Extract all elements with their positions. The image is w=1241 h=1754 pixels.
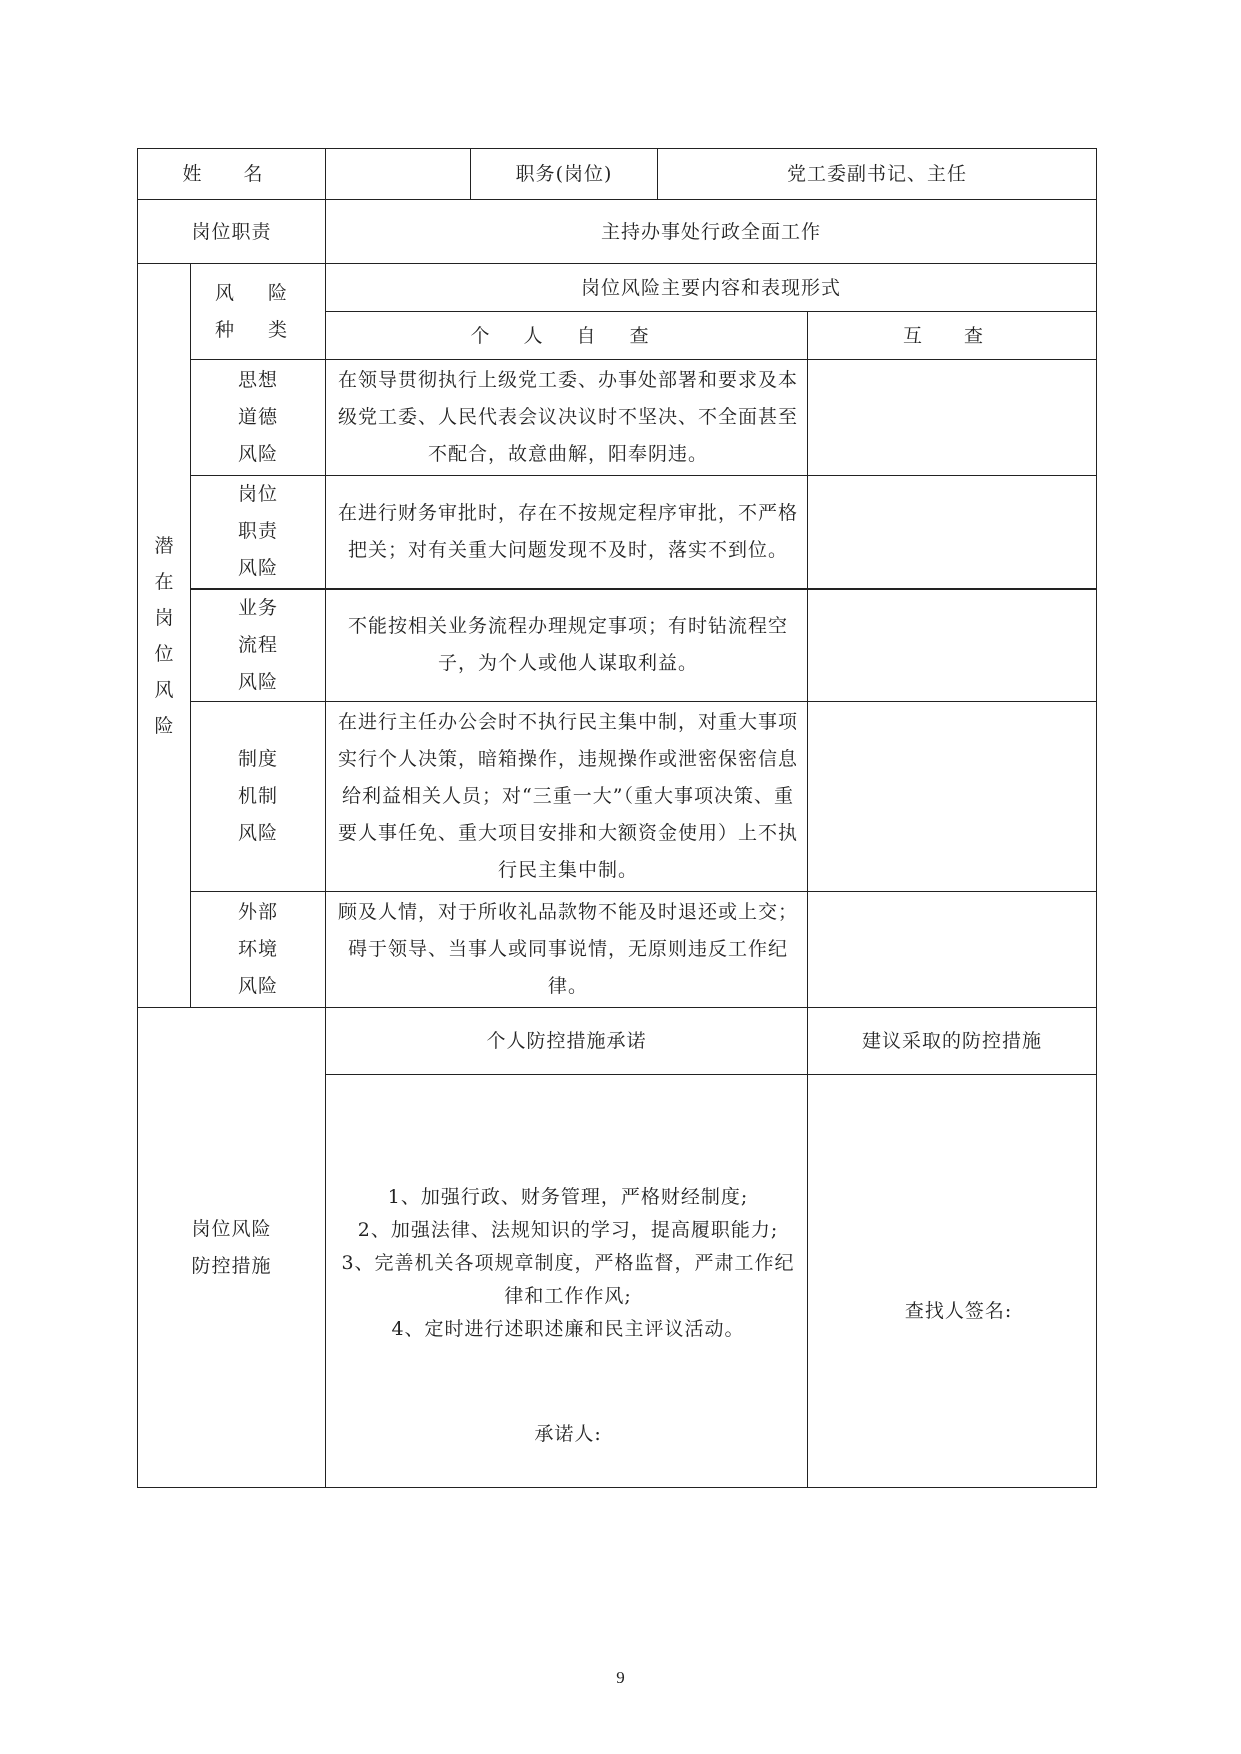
measures-label: 岗位风险 防控措施: [138, 1008, 326, 1488]
risk-type: 思想 道德 风险: [191, 360, 326, 476]
measures-list: [337, 1181, 799, 1346]
duty-row: [138, 200, 1097, 264]
risk-row: [138, 589, 1097, 702]
duty-label: 岗位职责: [138, 200, 326, 264]
risk-type: 制度 机制 风险: [191, 702, 326, 892]
risk-side-label: [138, 264, 191, 1008]
suggested-measures: [808, 1075, 1097, 1488]
name-value: [326, 149, 471, 200]
position-value: 党工委副书记、主任: [658, 149, 1097, 200]
self-check-text: 顾及人情，对于所收礼品款物不能及时退还或上交；碍于领导、当事人或同事说情，无原则违反工作纪律。: [326, 892, 808, 1008]
risk-type: 岗位 职责 风险: [191, 476, 326, 589]
mutual-check-cell: [808, 702, 1097, 892]
promiser-label: 承诺人:: [534, 1423, 602, 1445]
measures-header-row: [138, 1008, 1097, 1075]
risk-row: [138, 892, 1097, 1008]
risk-header-row: [138, 264, 1097, 312]
mutual-check-cell: [808, 589, 1097, 702]
mutual-check-cell: [808, 360, 1097, 476]
duty-value: 主持办事处行政全面工作: [326, 200, 1097, 264]
risk-form-table: [137, 148, 1097, 1488]
risk-row: [138, 476, 1097, 589]
self-check-header: 个 人 自 查: [326, 312, 808, 360]
page-number: 9: [616, 1668, 625, 1687]
risk-type: 外部 环境 风险: [191, 892, 326, 1008]
risk-type-label: 风 险 种 类: [191, 264, 326, 360]
risk-row: [138, 702, 1097, 892]
suggested-measures-header: 建议采取的防控措施: [808, 1008, 1097, 1075]
signer-label: 查找人签名:: [904, 1300, 1013, 1322]
position-label: 职务(岗位): [471, 149, 658, 200]
mutual-check-header: 互 查: [808, 312, 1097, 360]
self-check-text: 在进行财务审批时，存在不按规定程序审批，不严格把关；对有关重大问题发现不及时，落实不到位。: [326, 476, 808, 589]
measure-item: 2、加强法律、法规知识的学习，提高履职能力;: [357, 1219, 779, 1241]
risk-row: [138, 360, 1097, 476]
measure-item: 4、定时进行述职述廉和民主评议活动。: [391, 1318, 745, 1340]
mutual-check-cell: [808, 892, 1097, 1008]
risk-content-header: 岗位风险主要内容和表现形式: [326, 264, 1097, 312]
header-row: [138, 149, 1097, 200]
measure-item: 3、完善机关各项规章制度，严格监督，严肃工作纪律和工作作风;: [341, 1252, 795, 1307]
risk-side-label-text: 潜 在 岗 位 风 险: [154, 534, 174, 737]
self-check-text: 在进行主任办公会时不执行民主集中制，对重大事项实行个人决策，暗箱操作，违规操作或泄密保密信息给利益相关人员；对“三重一大”（重大事项决策、重要人事任免、重大项目安排和大额资金使用）上不执行民主集中制。: [326, 702, 808, 892]
name-label-text: 姓 名: [182, 163, 281, 185]
risk-type: 业务 流程 风险: [191, 589, 326, 702]
mutual-check-cell: [808, 476, 1097, 589]
personal-measures: [326, 1075, 808, 1488]
self-check-text: 不能按相关业务流程办理规定事项；有时钻流程空子，为个人或他人谋取利益。: [326, 589, 808, 702]
measure-item: 1、加强行政、财务管理，严格财经制度;: [387, 1186, 749, 1208]
name-label: [138, 149, 326, 200]
self-check-text: 在领导贯彻执行上级党工委、办事处部署和要求及本级党工委、人民代表会议决议时不坚决、不全面甚至不配合，故意曲解，阳奉阴违。: [326, 360, 808, 476]
personal-measures-header: 个人防控措施承诺: [326, 1008, 808, 1075]
